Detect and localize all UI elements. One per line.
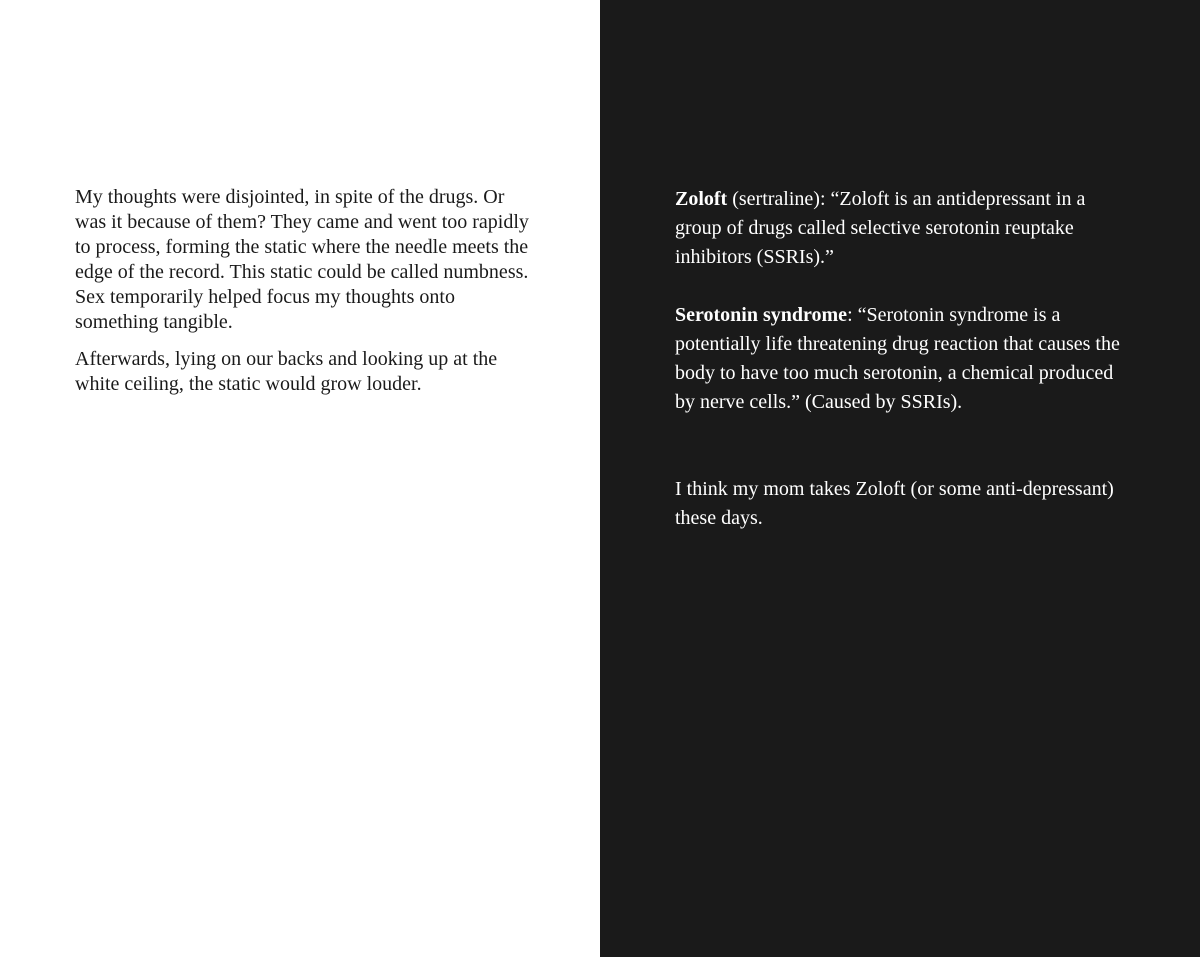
right-page-text (675, 185, 1135, 533)
term-serotonin-syndrome: Serotonin syndrome (675, 304, 848, 326)
definition-serotonin-syndrome-text: : “Serotonin syndrome is a potentially life threatening drug reaction that causes the body to have too much serotonin, a chemical produced by nerve cells.” (Caused by SSRIs). (675, 304, 1120, 413)
definition-zoloft (675, 185, 1135, 272)
definition-zoloft-text: (sertraline): “Zoloft is an antidepressant in a group of drugs called selective serotonin reuptake inhibitors (SSRIs).” (675, 188, 1086, 268)
definition-serotonin-syndrome (675, 301, 1135, 417)
note-mom-zoloft: I think my mom takes Zoloft (or some anti-depressant) these days. (675, 478, 1114, 529)
left-page-text (75, 185, 535, 409)
paragraph-afterwards: Afterwards, lying on our backs and looking up at the white ceiling, the static would grow louder. (75, 348, 498, 395)
right-page (600, 0, 1200, 957)
paragraph-disjointed-thoughts: My thoughts were disjointed, in spite of the drugs. Or was it because of them? They came and went too rapidly to process, forming the static where the needle meets the edge of the record. This static could be called numbness. Sex temporarily helped focus my thoughts onto something tangible. (75, 186, 529, 333)
term-zoloft: Zoloft (675, 188, 728, 210)
